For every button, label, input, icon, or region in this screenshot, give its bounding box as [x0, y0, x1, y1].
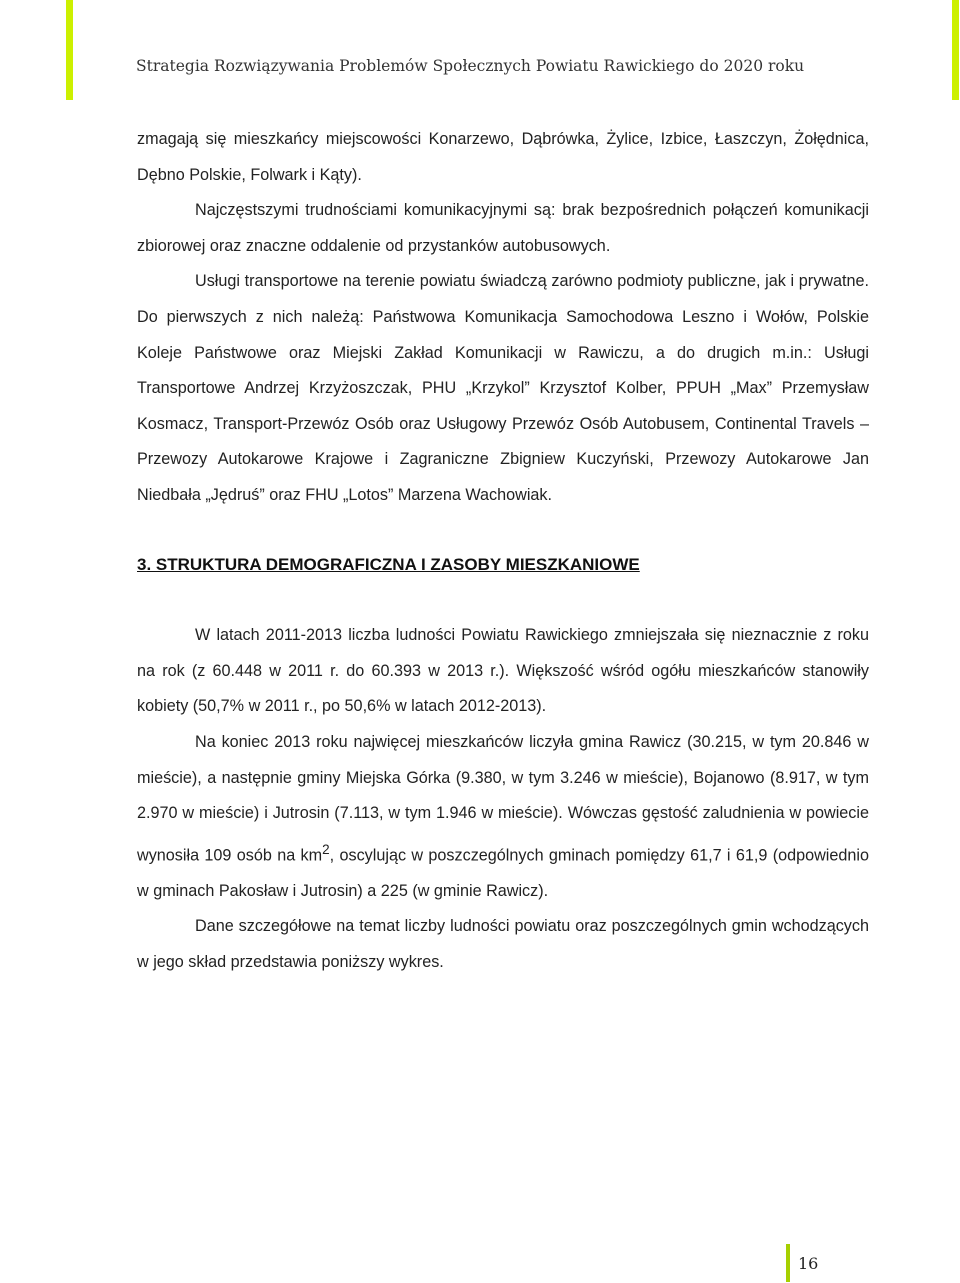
paragraph-communication-difficulties: Najczęstszymi trudnościami komunikacyjnymi są: brak bezpośrednich połączeń komunikacji zbiorowej oraz znaczne oddalenie od przystanków autobusowych.	[137, 201, 869, 255]
document-body	[137, 122, 869, 980]
header-bar	[66, 0, 959, 100]
header-accent-right	[952, 0, 959, 100]
paragraph-gminas	[137, 725, 869, 909]
page-number: 16	[798, 1254, 819, 1273]
page-number-accent	[786, 1244, 790, 1282]
superscript-two: 2	[322, 841, 330, 857]
paragraph-transport-services: Usługi transportowe na terenie powiatu świadczą zarówno podmioty publiczne, jak i prywatne. Do pierwszych z nich należą: Państwowa Komunikacja Samochodowa Leszno i Wołów, Polskie Koleje Państwowe oraz Miejski Zakład Komunikacji w Rawiczu, a do drugich m.in.: Usługi Transportowe Andrzej Krzyżoszczak, PHU „Krzykol” Krzysztof Kolber, PPUH „Max” Przemysław Kosmacz, Transport-Przewóz Osób oraz Usługowy Przewóz Osób Autobusem, Continental Travels – Przewozy Autokarowe Krajowe i Zagraniczne Zbigniew Kuczyński, Przewozy Autokarowe Jan Niedbała „Jędruś” oraz FHU „Lotos” Marzena Wachowiak.	[137, 272, 869, 504]
paragraph-chart-intro: Dane szczegółowe na temat liczby ludności powiatu oraz poszczególnych gmin wchodzących w jego skład przedstawia poniższy wykres.	[137, 917, 869, 971]
paragraph-gminas-text-a: Na koniec 2013 roku najwięcej mieszkańców liczyła gmina Rawicz (30.215, w tym 20.846 w mieście), a następnie gminy Miejska Górka (9.380, w tym 3.246 w mieście), Bojanowo (8.917, w tym 2.970 w mieście) i Jutrosin (7.113, w tym 1.946 w mieście). Wówczas gęstość zaludnienia w powiecie wynosiła 109 osób na km	[137, 732, 869, 865]
paragraph-villages: zmagają się mieszkańcy miejscowości Konarzewo, Dąbrówka, Żylice, Izbice, Łaszczyn, Żołędnica, Dębno Polskie, Folwark i Kąty).	[137, 130, 869, 184]
header-accent-left	[66, 0, 73, 100]
paragraph-gminas-text-b: , oscylując w poszczególnych gminach pomiędzy 61,7 i 61,9 (odpowiednio w gminach Pakosław i Jutrosin) a 225 (w gminie Rawicz).	[137, 846, 869, 900]
running-header-title: Strategia Rozwiązywania Problemów Społecznych Powiatu Rawickiego do 2020 roku	[136, 57, 805, 75]
paragraph-population: W latach 2011-2013 liczba ludności Powiatu Rawickiego zmniejszała się nieznacznie z roku na rok (z 60.448 w 2011 r. do 60.393 w 2013 r.). Większość wśród ogółu mieszkańców stanowiły kobiety (50,7% w 2011 r., po 50,6% w latach 2012-2013).	[137, 626, 869, 716]
section-heading: 3. STRUKTURA DEMOGRAFICZNA I ZASOBY MIESZKANIOWE	[137, 554, 640, 574]
